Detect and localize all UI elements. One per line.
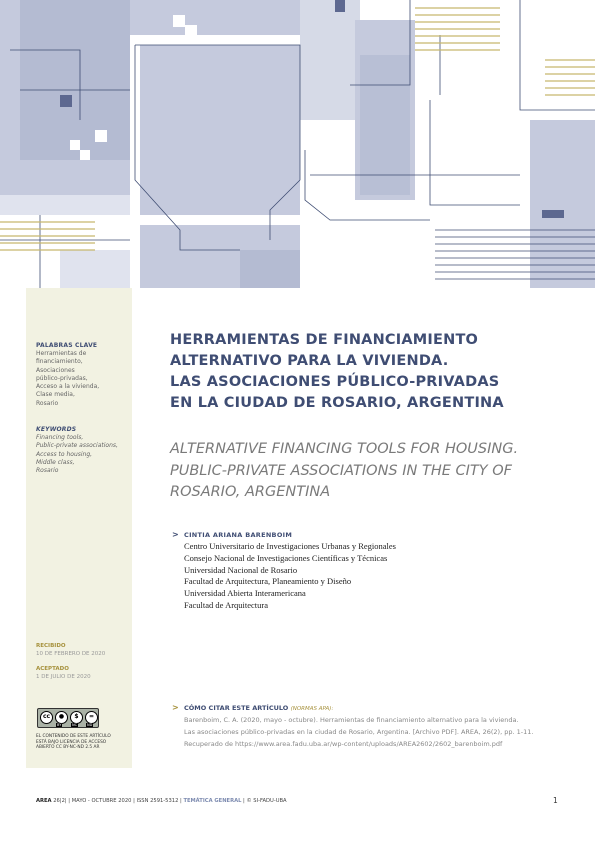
no-dollar-icon: $: [70, 711, 83, 724]
citation-line: Las asociaciones público-privadas en la ciudad de Rosario, Argentina. [Archivo PDF]. AREA, 26(2), pp. 1-11.: [184, 727, 534, 736]
license-line: EL CONTENIDO DE ESTE ARTÍCULO: [36, 734, 111, 739]
cite-heading-text: CÓMO CITAR ESTE ARTÍCULO: [184, 704, 289, 712]
title-es-line: EN LA CIUDAD DE ROSARIO, ARGENTINA: [170, 395, 504, 411]
citation-line: Recuperado de https://www.area.fadu.uba.ar/wp-content/uploads/AREA2602/2602_barenboim.pdf: [184, 739, 503, 748]
keywords-en-list: [36, 434, 128, 475]
footer-journal: AREA: [36, 798, 52, 804]
license-text: [36, 734, 126, 751]
article-title-en: [170, 439, 580, 504]
footer-section: TEMÁTICA GENERAL: [183, 798, 242, 804]
cc-icon: cc: [40, 711, 53, 724]
author-name: CINTIA ARIANA BARENBOIM: [184, 531, 293, 539]
citation-text: [184, 715, 564, 750]
cc-license-badge[interactable]: [37, 708, 99, 728]
person-icon: ●: [55, 711, 68, 724]
footer-info: | MAYO - OCTUBRE 2020 | ISSN 2591-5312 |: [68, 798, 182, 804]
title-en-line: ALTERNATIVE FINANCING TOOLS FOR HOUSING.: [170, 441, 519, 457]
affiliation: Consejo Nacional de Investigaciones Científicas y Técnicas: [184, 552, 388, 563]
title-es-line: LAS ASOCIACIONES PÚBLICO-PRIVADAS: [170, 374, 500, 390]
footer-issue: 26|2|: [53, 798, 67, 804]
keyword-es: público-privadas,: [36, 374, 88, 382]
accepted-label: ACEPTADO: [36, 666, 69, 672]
title-es-line: ALTERNATIVO PARA LA VIVIENDA.: [170, 353, 449, 369]
cite-norms: (NORMAS APA):: [290, 706, 334, 712]
cc-by-tag: BY: [57, 723, 62, 727]
affiliation: Facultad de Arquitectura: [184, 599, 269, 610]
cc-nd-tag: ND: [87, 723, 93, 727]
keyword-en: Rosario: [36, 467, 59, 475]
license-line: ABIERTO CC BY-NC-ND 2.5 AR: [36, 745, 100, 750]
keyword-es: Herramientas de: [36, 350, 87, 357]
keyword-es: Asociaciones: [36, 366, 75, 374]
cite-heading: [184, 704, 333, 712]
keywords-es-title: PALABRAS CLAVE: [36, 342, 98, 349]
license-line: ESTÁ BAJO LICENCIA DE ACCESO: [36, 739, 107, 745]
affiliation: Universidad Abierta Interamericana: [184, 588, 306, 599]
equals-icon: =: [85, 711, 98, 724]
footer-copyright: | © SI-FADU-UBA: [243, 798, 287, 804]
received-label: RECIBIDO: [36, 643, 66, 649]
keyword-es: financiamiento,: [36, 358, 83, 366]
header-graphic: [0, 0, 595, 288]
affiliation: Universidad Nacional de Rosario: [184, 564, 298, 575]
affiliation: Centro Universitario de Investigaciones Urbanas y Regionales: [184, 541, 396, 551]
keyword-es: Acceso a la vivienda,: [36, 383, 100, 391]
keyword-en: Financing tools,: [36, 434, 84, 441]
cc-nc-tag: NC: [72, 723, 78, 727]
accepted-date: 1 DE JULIO DE 2020: [36, 674, 91, 680]
citation-line: Barenboim, C. A. (2020, mayo - octubre). Herramientas de financiamiento alternativo para la vivienda.: [184, 716, 519, 724]
keywords-en-title: KEYWORDS: [36, 426, 77, 433]
title-en-line: ROSARIO, ARGENTINA: [170, 484, 331, 500]
keywords-es-list: [36, 350, 128, 408]
affiliation: Facultad de Arquitectura, Planeamiento y Diseño: [184, 576, 352, 587]
keyword-es: Rosario: [36, 399, 59, 407]
title-en-line: PUBLIC-PRIVATE ASSOCIATIONS IN THE CITY OF: [170, 462, 512, 479]
received-date: 10 DE FEBRERO DE 2020: [36, 651, 106, 657]
article-title-es: [170, 330, 570, 414]
page-footer: [36, 798, 287, 804]
cite-arrow-icon: >: [172, 703, 179, 712]
keyword-en: Middle class,: [36, 458, 75, 466]
keyword-en: Access to housing,: [36, 450, 93, 458]
page-number: 1: [553, 796, 558, 805]
keyword-es: Clase media,: [36, 391, 75, 399]
keyword-en: Public-private associations,: [36, 442, 118, 450]
author-arrow-icon: >: [172, 530, 179, 539]
author-affiliations: [184, 541, 396, 612]
title-es-line: HERRAMIENTAS DE FINANCIAMIENTO: [170, 332, 479, 348]
